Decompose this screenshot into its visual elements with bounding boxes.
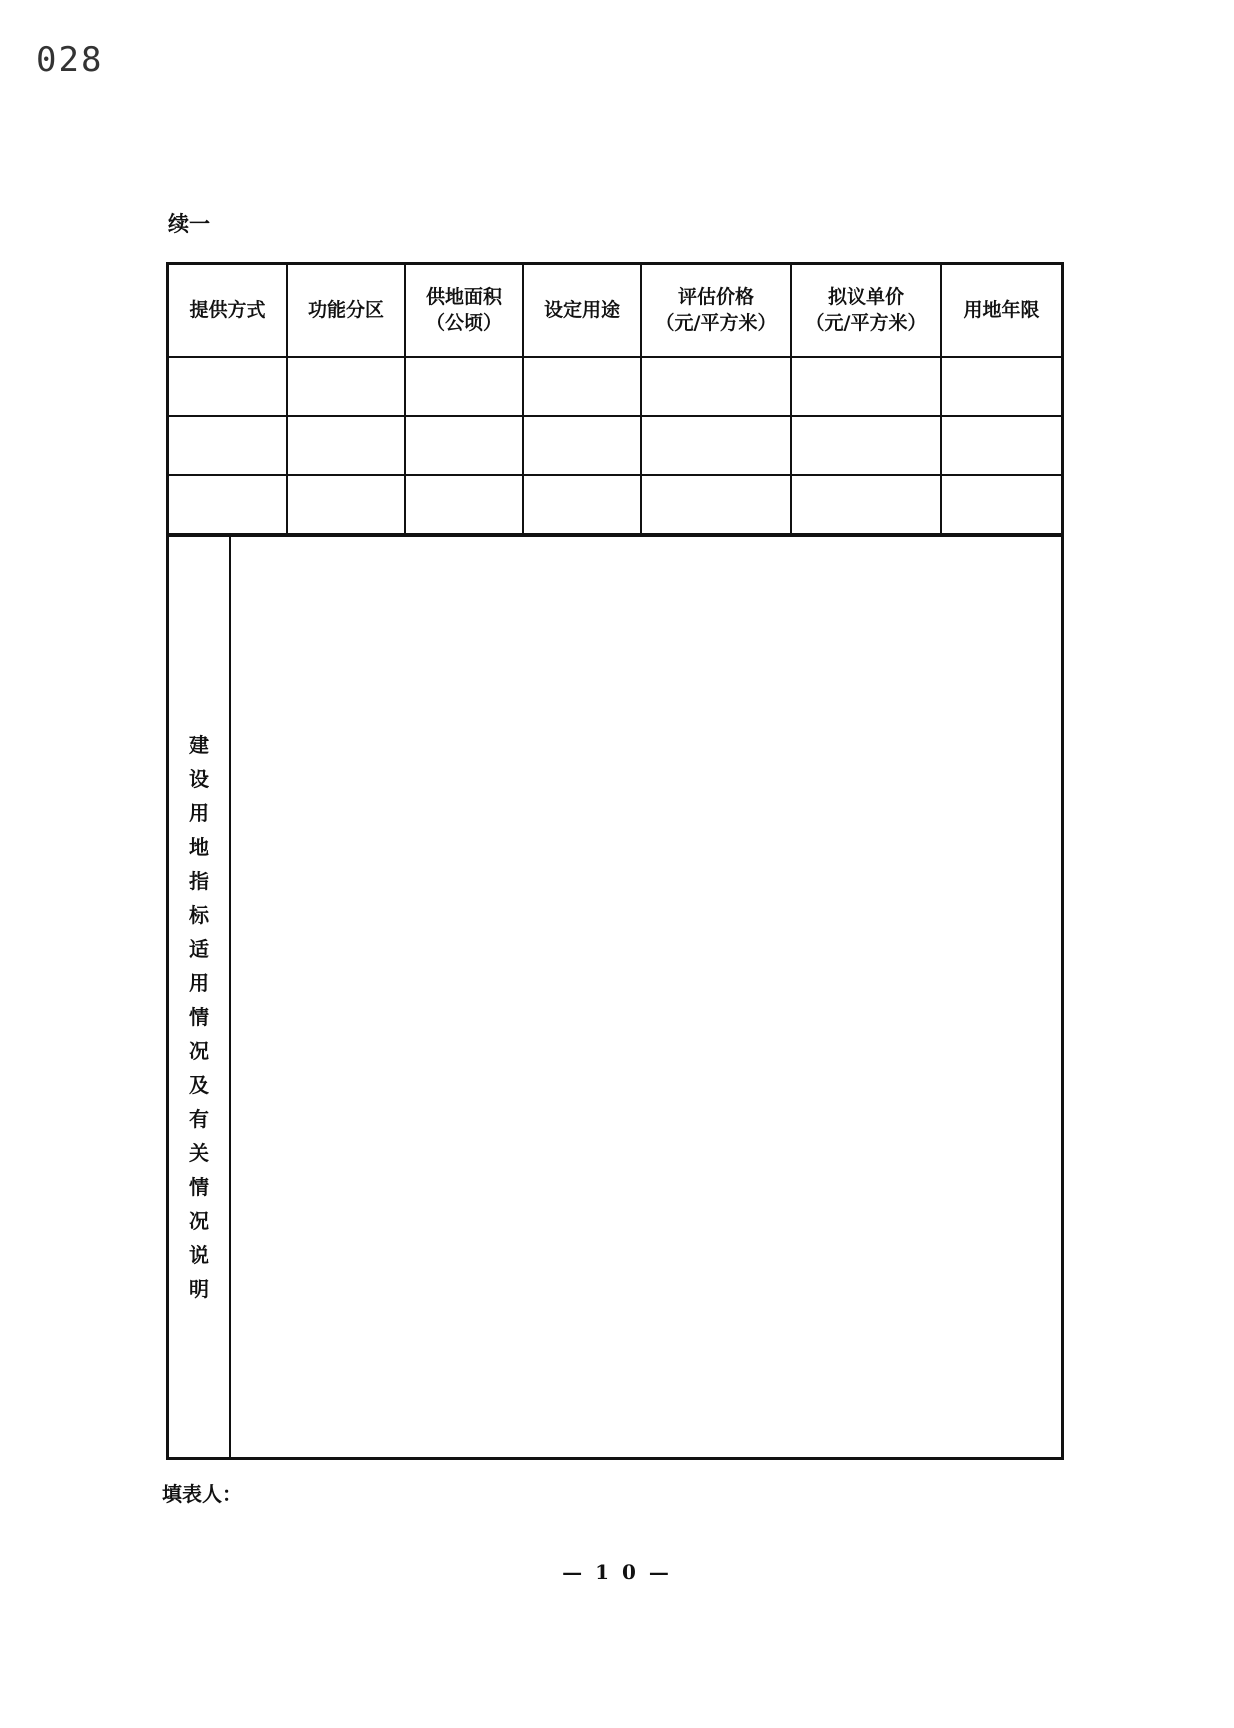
header-land-area: 供地面积 （公顷） [405, 265, 523, 357]
table-row [169, 357, 1061, 416]
table-cell[interactable] [287, 475, 405, 534]
table-cell[interactable] [169, 416, 287, 475]
remarks-label: 建设用地指标适用情况及有关情况说明 [189, 733, 209, 1301]
table-cell[interactable] [523, 475, 641, 534]
header-intended-use: 设定用途 [523, 265, 641, 357]
table-cell[interactable] [169, 357, 287, 416]
table-cell[interactable] [405, 416, 523, 475]
page-number: — 1 0 — [562, 1560, 672, 1584]
header-land-use-term: 用地年限 [941, 265, 1061, 357]
table-cell[interactable] [405, 357, 523, 416]
table-cell[interactable] [791, 475, 941, 534]
table-header-row [169, 265, 1061, 357]
table-cell[interactable] [287, 416, 405, 475]
land-supply-table [169, 265, 1061, 535]
remarks-content-area[interactable] [231, 537, 1061, 1457]
header-assessed-price: 评估价格 （元/平方米） [641, 265, 791, 357]
table-cell[interactable] [941, 475, 1061, 534]
table-cell[interactable] [405, 475, 523, 534]
land-supply-form [166, 262, 1064, 1460]
remarks-section [169, 535, 1061, 1457]
remarks-label-cell [169, 537, 231, 1457]
table-cell[interactable] [169, 475, 287, 534]
header-functional-zone: 功能分区 [287, 265, 405, 357]
table-cell[interactable] [523, 357, 641, 416]
table-cell[interactable] [641, 475, 791, 534]
table-row [169, 416, 1061, 475]
table-cell[interactable] [791, 357, 941, 416]
header-supply-method: 提供方式 [169, 265, 287, 357]
header-proposed-unit-price: 拟议单价 （元/平方米） [791, 265, 941, 357]
table-cell[interactable] [941, 416, 1061, 475]
table-cell[interactable] [523, 416, 641, 475]
table-row [169, 475, 1061, 534]
table-cell[interactable] [287, 357, 405, 416]
table-cell[interactable] [641, 357, 791, 416]
form-filler-label: 填表人： [162, 1482, 242, 1506]
document-stamp-number: 028 [36, 40, 104, 80]
table-cell[interactable] [941, 357, 1061, 416]
continuation-label: 续一 [168, 211, 210, 236]
table-cell[interactable] [641, 416, 791, 475]
table-cell[interactable] [791, 416, 941, 475]
